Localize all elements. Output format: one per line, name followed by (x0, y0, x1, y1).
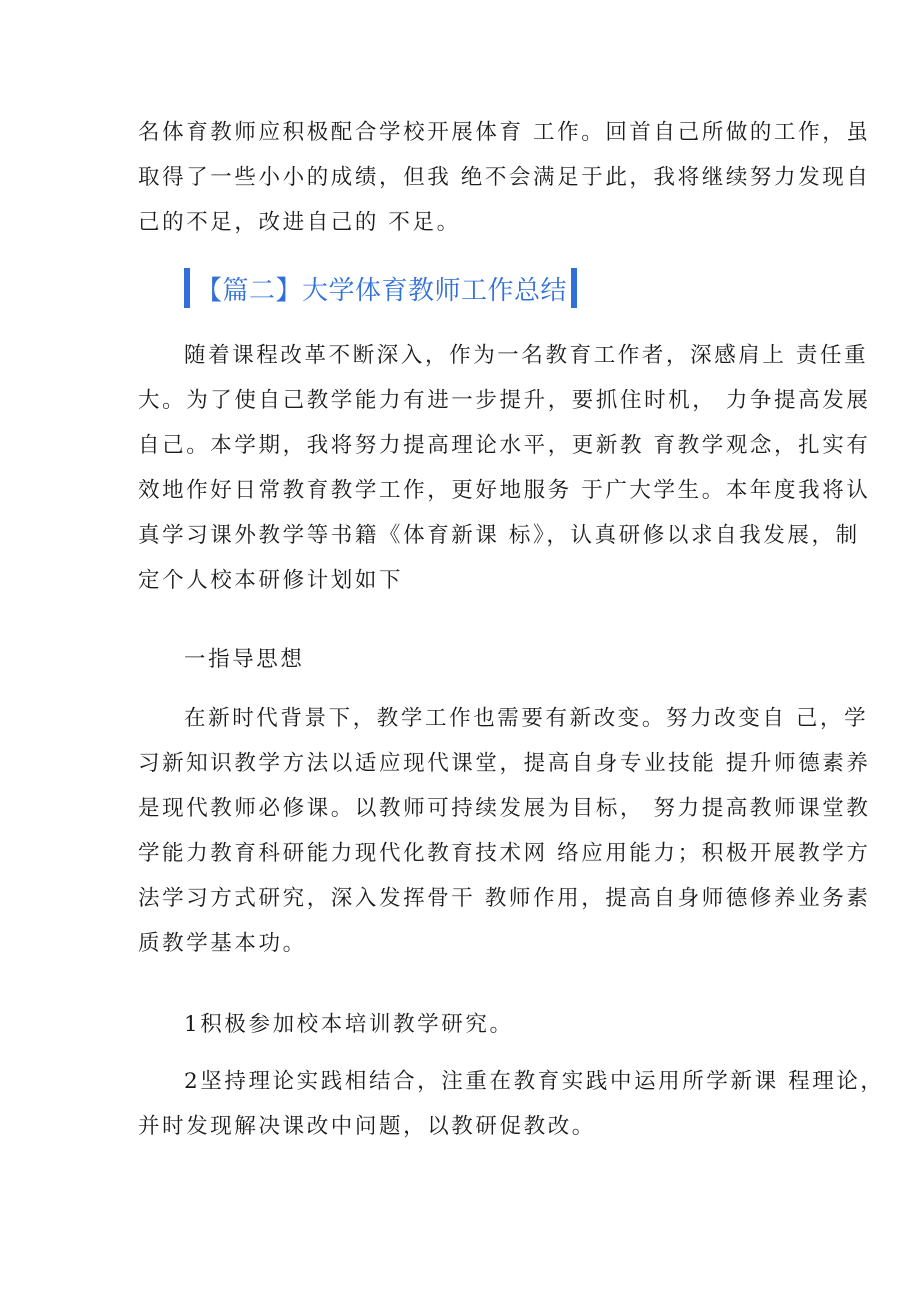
text-line: 己的不足，改进自己的 不足。 (138, 210, 461, 235)
guiding-paragraph (138, 696, 871, 966)
text-line: 2坚持理论实践相结合，注重在教育实践中运用所学新课 程理论， (184, 1069, 885, 1094)
text-line: 效地作好日常教育教学工作，更好地服务 于广大学生。本年度我将认 (138, 478, 871, 503)
section-heading (184, 266, 577, 310)
heading-right-bar (571, 268, 577, 308)
text-line: 定个人校本研修计划如下 (138, 568, 404, 593)
list-item-2 (138, 1059, 885, 1149)
body-paragraph (138, 333, 871, 603)
intro-paragraph (138, 110, 871, 245)
text-line: 并时发现解决课改中问题，以教研促教改。 (138, 1114, 596, 1139)
text-line: 是现代教师必修课。以教师可持续发展为目标， 努力提高教师课堂教 (138, 796, 871, 821)
text-line: 取得了一些小小的成绩，但我 绝不会满足于此，我将继续努力发现自 (138, 165, 871, 190)
guiding-heading: 一指导思想 (184, 647, 305, 672)
text-line: 1积极参加校本培训教学研究。 (184, 1012, 514, 1037)
text-line: 习新知识教学方法以适应现代课堂，提高自身专业技能 提升师德素养 (138, 751, 871, 776)
text-line: 随着课程改革不断深入，作为一名教育工作者，深感肩上 责任重 (184, 343, 869, 368)
section-heading-text: 【篇二】大学体育教师工作总结 (196, 275, 568, 306)
text-line: 真学习课外教学等书籍《体育新课 标》，认真研修以求自我发展，制 (138, 523, 860, 548)
text-line: 大。为了使自己教学能力有进一步提升，要抓住时机， 力争提高发展 (138, 388, 871, 413)
text-line: 质教学基本功。 (138, 931, 307, 956)
text-line: 法学习方式研究，深入发挥骨干 教师作用，提高自身师德修养业务素 (138, 886, 871, 911)
list-item-1 (138, 1002, 803, 1047)
text-line: 自己。本学期，我将努力提高理论水平，更新教 育教学观念，扎实有 (138, 433, 871, 458)
text-line: 学能力教育科研能力现代化教育技术网 络应用能力；积极开展教学方 (138, 841, 871, 866)
text-line: 在新时代背景下，教学工作也需要有新改变。努力改变自 己，学 (184, 706, 869, 731)
text-line: 名体育教师应积极配合学校开展体育 工作。回首自己所做的工作，虽 (138, 120, 871, 145)
